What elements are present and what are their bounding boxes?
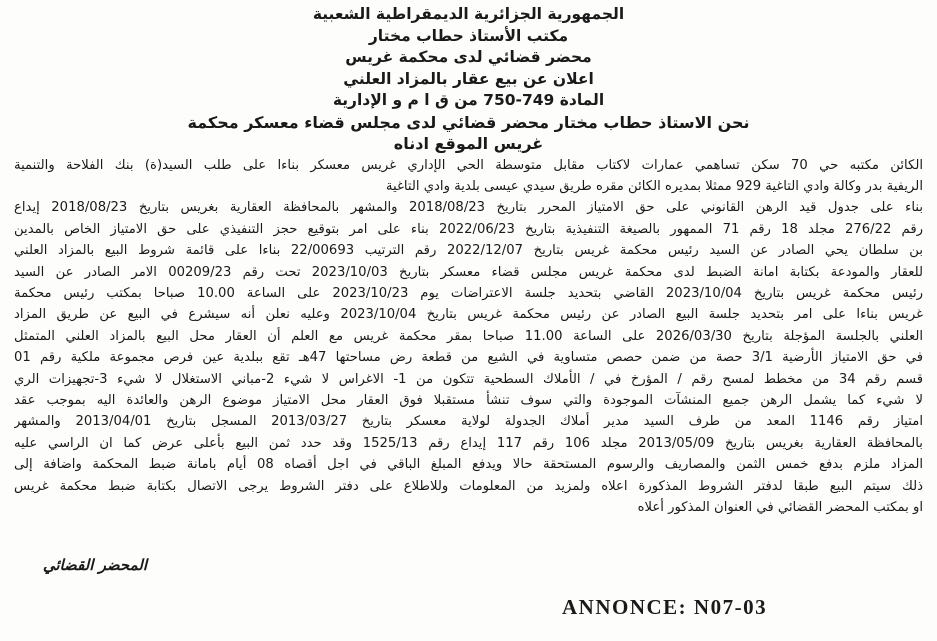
notice-header [14, 4, 923, 112]
notice-title: اعلان عن بيع عقار بالمزاد العلني [343, 69, 594, 88]
intro-line: نحن الاستاذ حطاب مختار محضر قضائي لدى مجلس قضاء معسكر محكمة [187, 112, 750, 132]
body-line: العلني بالجلسة المؤجلة بتاريخ 2026/03/30 على الساعة 11.00 صباحا بمقر محكمة غريس مع العلم أن العقار محل البيع بالمزاد العلني المتمثل [14, 328, 923, 344]
body-line: الكائن مكتبه حي 70 سكن تساهمي عمارات لاكتاب مقابل متوسطة الحي الإداري غريس معسكر بناءا على طلب السيد(ة) بنك الفلاحة والتنمية [14, 157, 923, 173]
bailiff-court: محضر قضائي لدى محكمة غريس [345, 48, 592, 66]
bailiff-signature: المحضر القضائي [42, 556, 147, 574]
body-line: للعقار والمودعة بكتابة امانة الضبط لدى محكمة غريس مجلس قضاء معسكر بتاريخ 2023/10/03 تحت رقم 00209/23 الامر الصادر عن السيد [14, 264, 923, 280]
body-line: المزاد ملزم بدفع خمس الثمن والمصاريف والرسوم المستحقة حالا ويدفع المبلغ الباقي في اجل أقصاه 08 أيام بامانة ضبط المحكمة واضافة إلى [14, 457, 923, 473]
legal-article: المادة 749-750 من ق ا م و الإدارية [332, 91, 605, 109]
notice-body [14, 155, 923, 519]
intro-line: غريس الموقع ادناه [393, 133, 544, 153]
body-line: امتياز رقم 1146 المعد من طرف السيد مدير أملاك الجدولة لولاية معسكر بتاريخ 2013/03/27 المسجل بتاريخ 2013/04/01 والمشهر [14, 414, 923, 430]
body-line: الريفية بدر وكالة وادي التاغية 929 ممثلا بمديره الكائن مقره طريق سيدي عيسى بلدية وادي التاغية [385, 178, 923, 194]
body-line: في حق الامتياز الأرضية 3/1 حصة من ضمن حصص متساوية في الشيع من قطعة رض مساحتها 47هـ تقع ببلدية عين فرص مجموعة ملكية رقم 01 [14, 350, 923, 366]
announcement-number: ANNONCE: N07-03 [562, 595, 768, 619]
body-line: بن سلطان يحي الصادر عن السيد رئيس محكمة غريس بتاريخ 2022/12/07 رقم الترتيب 22/00693 بناءا على قائمة شروط البيع بالمزاد العلني [14, 243, 923, 259]
body-line: بالمحافظة العقارية بغريس بتاريخ 2013/05/09 مجلد 106 رقم 117 إيداع رقم 1525/13 وقد حدد ثمن البيع بأعلى عرض كما ان الراسي عليه [14, 435, 923, 451]
body-line: غريس بناءا على امر بتحديد جلسة البيع الصادر عن رئيس محكمة غريس بتاريخ 2023/10/04 وعليه نعلن أنه سيشرع في البيع عن طريق المزاد [14, 307, 923, 323]
office-name: مكتب الأستاذ حطاب مختار [368, 26, 569, 45]
body-line: قسم رقم 34 من مخطط لمسح رقم / المؤرخ في / الأملاك السطحية تتكون من 1- الاغراس لا شيء 2-مباني الاستغلال لا شيء 3-تجهيزات الري [14, 371, 923, 387]
body-line: رقم 276/22 مجلد 18 رقم 71 الممهور بالصيغة التنفيذية بتاريخ 2022/06/23 بناء على امر بتوقيع حجز التنفيذي على حق الامتياز الخاص بالمدين [14, 221, 923, 237]
body-line: او بمكتب المحضر القضائي في العنوان المذكور أعلاه [637, 500, 923, 515]
notice-intro [14, 112, 923, 154]
body-line: بناء على جدول قيد الرهن القانوني على حق الامتياز المحرر بتاريخ 2018/08/23 والمشهر بالمحافظة العقارية بغريس بتاريخ 2018/08/23 إيداع [14, 200, 923, 216]
body-line: ذلك سيتم البيع طبقا لدفتر الشروط المذكورة اعلاه ولمزيد من المعلومات وللاطلاع على دفتر الشروط يرجى الاتصال بكتابة ضبط محكمة غريس [14, 478, 923, 494]
body-line: رئيس محكمة غريس بتاريخ 2023/10/04 القاضي بتحديد جلسة الاعتراضات يوم 2023/10/23 على الساعة 10.00 صباحا بمكتب رئيس محكمة [14, 285, 923, 301]
body-line: لا شيء كما يشمل الرهن جميع المنشآت الموجودة والتي سوف تنشأ مستقبلا فوق العقار محل الامتياز موضوع الرهن والعائدة اليه بموجب عقد [14, 392, 923, 408]
republic-title: الجمهورية الجزائرية الديمقراطية الشعبية [312, 5, 625, 23]
